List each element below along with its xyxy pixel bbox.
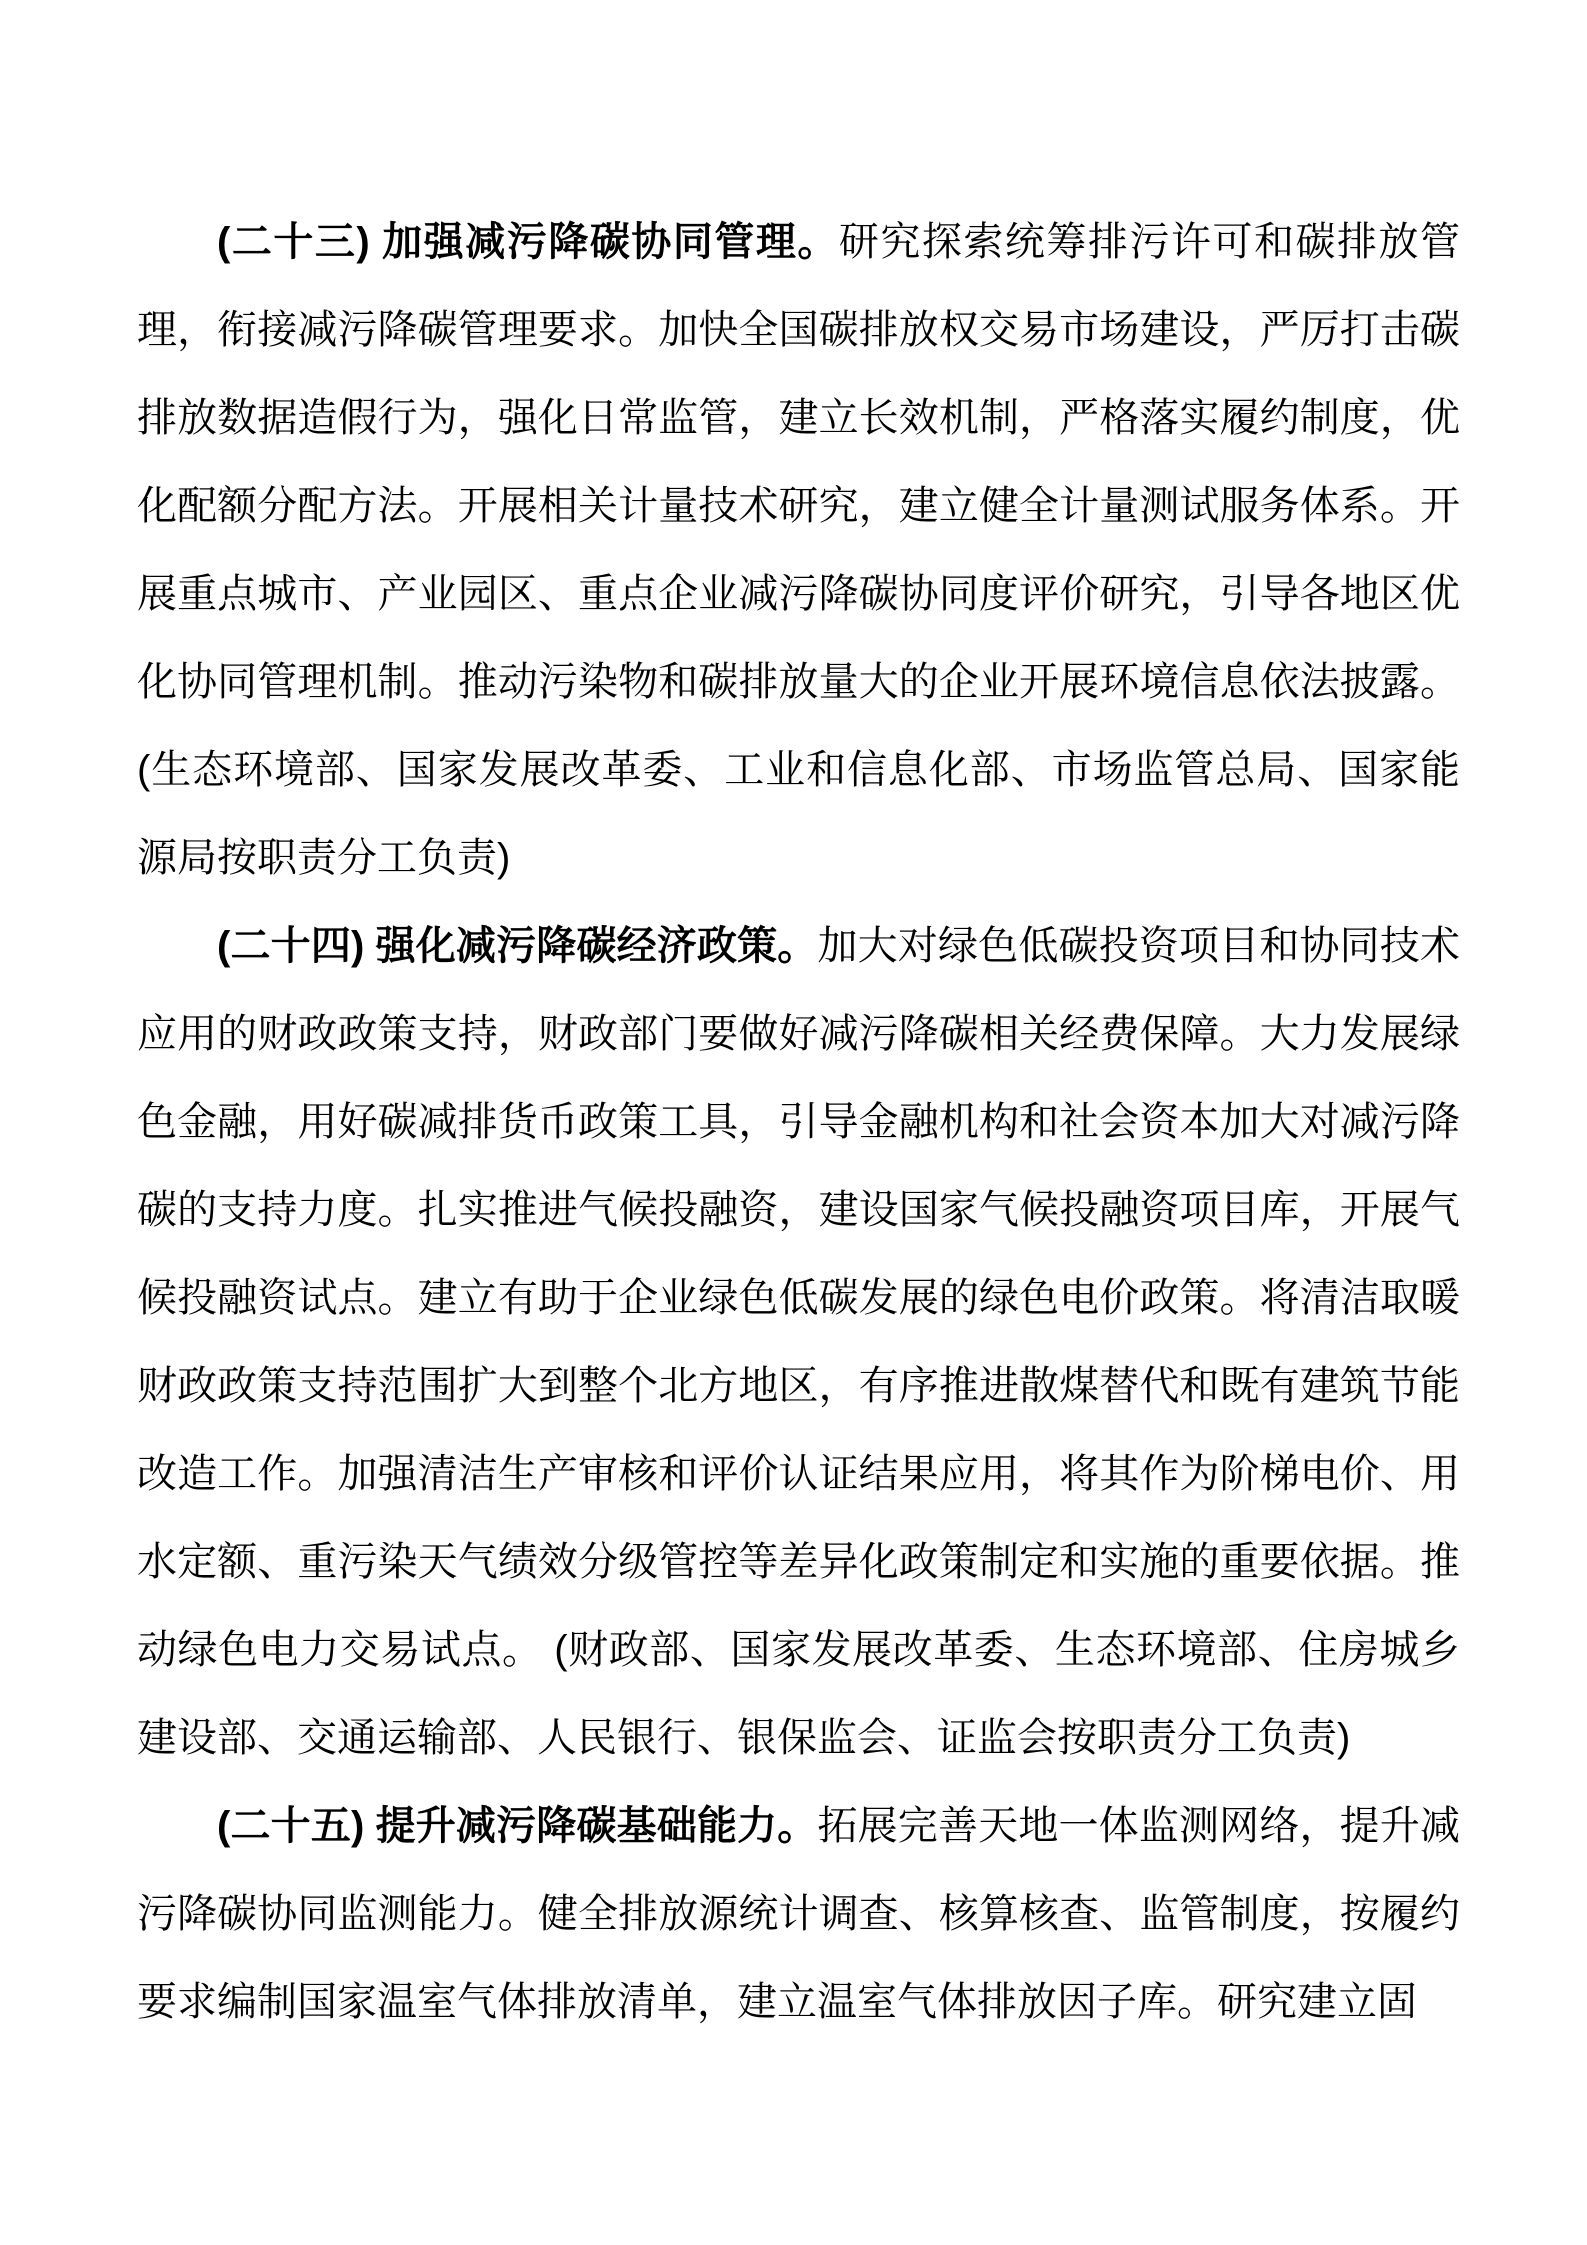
paragraph-23-body: 研究探索统筹排污许可和碳排放管理，衔接减污降碳管理要求。加快全国碳排放权交易市场建设，严厉打击碳排放数据造假行为，强化日常监管，建立长效机制，严格落实履约制度，优化配额分配方法。开展相关计量技术研究，建立健全计量测试服务体系。开展重点城市、产业园区、重点企业减污降碳协同度评价研究，引导各地区优化协同管理机制。推动污染物和碳排放量大的企业开展环境信息依法披露。 (生态环境部、国家发展改革委、工业和信息化部、市场监管总局、国家能源局按职责分工负责): [137, 220, 1460, 880]
paragraph-24: [137, 902, 1460, 1782]
paragraph-23-heading: (二十三) 加强减污降碳协同管理。: [217, 220, 839, 264]
paragraph-25-body: 拓展完善天地一体监测网络，提升减污降碳协同监测能力。健全排放源统计调查、核算核查、监管制度，按履约要求编制国家温室气体排放清单，建立温室气体排放因子库。研究建立固: [137, 1804, 1461, 2024]
paragraph-25: [137, 1782, 1460, 2046]
paragraph-23: [137, 198, 1460, 902]
paragraph-25-heading: (二十五) 提升减污降碳基础能力。: [217, 1804, 818, 1848]
paragraph-24-heading: (二十四) 强化减污降碳经济政策。: [217, 924, 818, 968]
paragraph-24-body: 加大对绿色低碳投资项目和协同技术应用的财政政策支持，财政部门要做好减污降碳相关经费保障。大力发展绿色金融，用好碳减排货币政策工具，引导金融机构和社会资本加大对减污降碳的支持力度。扎实推进气候投融资，建设国家气候投融资项目库，开展气候投融资试点。建立有助于企业绿色低碳发展的绿色电价政策。将清洁取暖财政政策支持范围扩大到整个北方地区，有序推进散煤替代和既有建筑节能改造工作。加强清洁生产审核和评价认证结果应用，将其作为阶梯电价、用水定额、重污染天气绩效分级管控等差异化政策制定和实施的重要依据。推动绿色电力交易试点。 (财政部、国家发展改革委、生态环境部、住房城乡建设部、交通运输部、人民银行、银保监会、证监会按职责分工负责): [137, 924, 1461, 1760]
